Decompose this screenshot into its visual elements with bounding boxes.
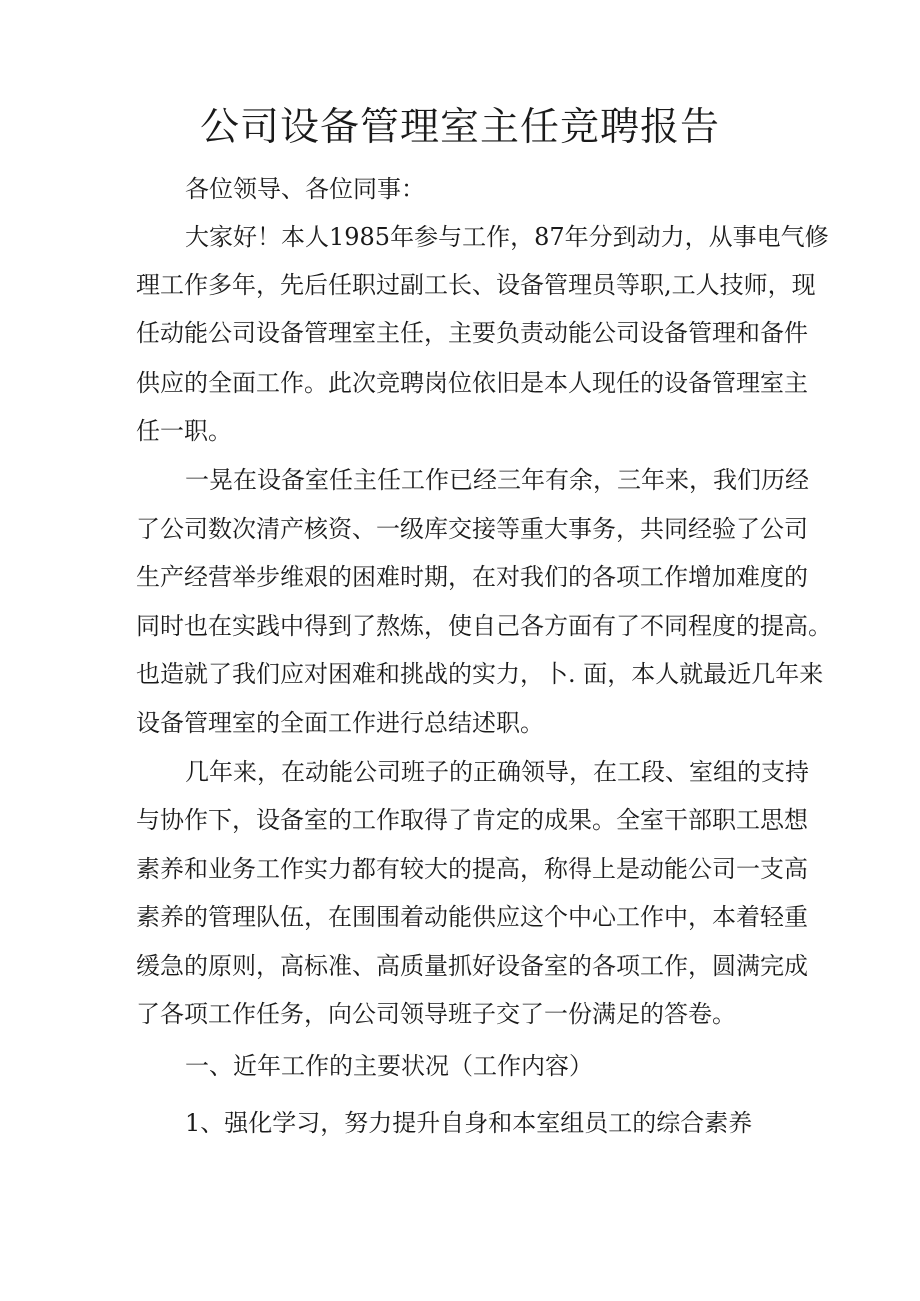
paragraph-line: 设备管理室的全面工作进行总结述职。: [136, 709, 544, 737]
paragraph-line: 任动能公司设备管理室主任，主要负责动能公司设备管理和备件: [136, 319, 808, 347]
paragraph-line: 素养和业务工作实力都有较大的提高，称得上是动能公司一支高: [136, 855, 808, 883]
subsection-heading: 1、强化学习，努力提升自身和本室组员工的综合素养: [185, 1109, 753, 1137]
paragraph-line: 生产经营举步维艰的困难时期，在对我们的各项工作增加难度的: [136, 563, 808, 591]
paragraph-line: 缓急的原则，高标准、高质量抓好设备室的各项工作，圆满完成: [136, 952, 808, 980]
paragraph-line: 大家好！本人1985年参与工作，87年分到动力，从事电气修: [185, 223, 829, 251]
paragraph-line: 理工作多年，先后任职过副工长、设备管理员等职,工人技师，现: [136, 271, 816, 299]
paragraph-line: 供应的全面工作。此次竞聘岗位依旧是本人现任的设备管理室主: [136, 369, 808, 397]
salutation: 各位领导、各位同事：: [185, 175, 425, 203]
paragraph-line: 一晃在设备室任主任工作已经三年有余，三年来，我们历经: [185, 466, 809, 494]
paragraph-line: 素养的管理队伍，在围围着动能供应这个中心工作中，本着轻重: [136, 903, 808, 931]
paragraph-line: 与协作下，设备室的工作取得了肯定的成果。全室干部职工思想: [136, 806, 808, 834]
paragraph-line: 了各项工作任务，向公司领导班子交了一份满足的答卷。: [136, 1000, 736, 1028]
section-heading: 一、近年工作的主要状况（工作内容）: [185, 1052, 593, 1080]
paragraph-line: 同时也在实践中得到了熬炼，使自己各方面有了不同程度的提高。: [136, 612, 832, 640]
paragraph-line: 几年来，在动能公司班子的正确领导，在工段、室组的支持: [185, 758, 809, 786]
paragraph-line: 也造就了我们应对困难和挑战的实力，卜. 面，本人就最近几年来: [136, 660, 824, 688]
paragraph-line: 了公司数次清产核资、一级库交接等重大事务，共同经验了公司: [136, 515, 808, 543]
document-title: 公司设备管理室主任竞聘报告: [199, 105, 720, 150]
paragraph-line: 任一职。: [136, 417, 232, 445]
